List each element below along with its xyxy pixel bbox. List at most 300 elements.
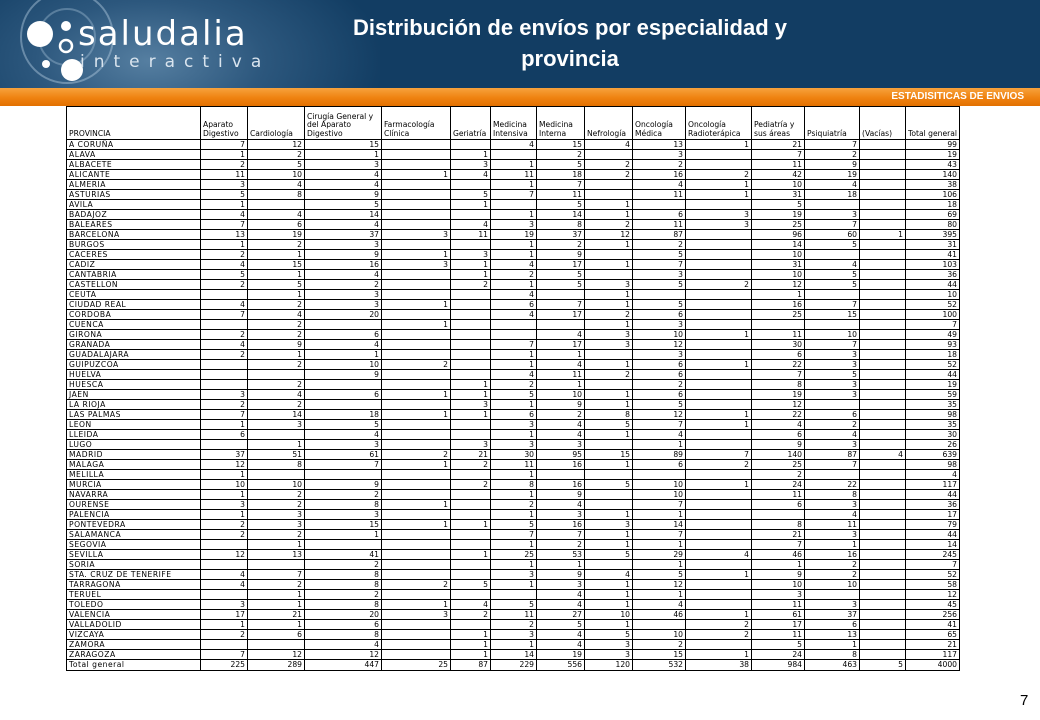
table-row [67, 200, 960, 210]
value-cell: 639 [906, 450, 960, 460]
value-cell: 100 [906, 310, 960, 320]
value-cell: 5 [537, 200, 585, 210]
value-cell: 12 [752, 280, 805, 290]
table-row [67, 150, 960, 160]
value-cell [686, 500, 752, 510]
value-cell: 1 [633, 440, 686, 450]
value-cell [305, 540, 382, 550]
value-cell [860, 180, 906, 190]
value-cell: 4 [686, 550, 752, 560]
value-cell: 4 [201, 210, 248, 220]
value-cell: 2 [537, 540, 585, 550]
value-cell [382, 620, 451, 630]
province-cell: LUGO [67, 440, 201, 450]
province-cell: AVILA [67, 200, 201, 210]
value-cell: 1 [382, 410, 451, 420]
value-cell [451, 330, 491, 340]
province-cell: CANTABRIA [67, 270, 201, 280]
value-cell: 2 [537, 150, 585, 160]
table-row [67, 430, 960, 440]
province-cell: VALLADOLID [67, 620, 201, 630]
value-cell: 3 [805, 390, 860, 400]
value-cell: 5 [633, 280, 686, 290]
value-cell: 2 [686, 620, 752, 630]
value-cell: 1 [491, 180, 537, 190]
value-cell: 2 [248, 530, 305, 540]
value-cell: 2 [633, 160, 686, 170]
value-cell [860, 340, 906, 350]
value-cell: 3 [305, 290, 382, 300]
value-cell: 80 [906, 220, 960, 230]
value-cell [382, 560, 451, 570]
value-cell: 1 [201, 420, 248, 430]
value-cell: 1 [201, 240, 248, 250]
value-cell: 1 [686, 480, 752, 490]
value-cell [686, 540, 752, 550]
value-cell [382, 440, 451, 450]
value-cell: 24 [752, 480, 805, 490]
value-cell: 1 [248, 620, 305, 630]
value-cell: 17 [906, 510, 960, 520]
value-cell [248, 640, 305, 650]
value-cell: 3 [805, 380, 860, 390]
value-cell: 1 [491, 560, 537, 570]
value-cell: 3 [382, 230, 451, 240]
value-cell: 4 [537, 630, 585, 640]
value-cell: 41 [906, 620, 960, 630]
value-cell: 38 [906, 180, 960, 190]
value-cell: 2 [451, 280, 491, 290]
table-row [67, 620, 960, 630]
province-cell: LAS PALMAS [67, 410, 201, 420]
value-cell [382, 290, 451, 300]
value-cell: 4 [201, 300, 248, 310]
total-value-cell: 4000 [906, 660, 960, 671]
value-cell: 5 [633, 300, 686, 310]
value-cell: 16 [633, 170, 686, 180]
total-value-cell: 447 [305, 660, 382, 671]
value-cell: 9 [305, 250, 382, 260]
value-cell: 7 [805, 220, 860, 230]
value-cell: 1 [686, 330, 752, 340]
value-cell: 2 [585, 160, 633, 170]
value-cell: 21 [906, 640, 960, 650]
value-cell: 11 [752, 490, 805, 500]
value-cell: 1 [451, 640, 491, 650]
column-header: Pediatría y sus áreas [752, 107, 805, 140]
value-cell: 9 [537, 490, 585, 500]
value-cell: 9 [305, 370, 382, 380]
value-cell [382, 340, 451, 350]
value-cell: 19 [805, 170, 860, 180]
value-cell: 3 [633, 350, 686, 360]
value-cell: 1 [537, 560, 585, 570]
value-cell: 6 [305, 390, 382, 400]
value-cell [248, 560, 305, 570]
value-cell: 7 [805, 300, 860, 310]
value-cell: 11 [537, 370, 585, 380]
value-cell: 5 [201, 190, 248, 200]
province-cell: VIZCAYA [67, 630, 201, 640]
value-cell [686, 440, 752, 450]
province-cell: GRANADA [67, 340, 201, 350]
value-cell [585, 380, 633, 390]
total-value-cell: 225 [201, 660, 248, 671]
value-cell [686, 370, 752, 380]
value-cell: 93 [906, 340, 960, 350]
table-row [67, 580, 960, 590]
province-cell: HUELVA [67, 370, 201, 380]
value-cell: 26 [906, 440, 960, 450]
value-cell: 17 [752, 620, 805, 630]
table-row [67, 330, 960, 340]
value-cell: 4 [305, 220, 382, 230]
value-cell: 11 [491, 170, 537, 180]
value-cell: 4 [451, 600, 491, 610]
value-cell: 8 [248, 190, 305, 200]
value-cell: 1 [752, 560, 805, 570]
value-cell: 35 [906, 420, 960, 430]
value-cell: 2 [201, 250, 248, 260]
total-value-cell: 556 [537, 660, 585, 671]
value-cell: 1 [305, 530, 382, 540]
value-cell: 18 [305, 410, 382, 420]
value-cell: 2 [248, 380, 305, 390]
value-cell: 3 [305, 440, 382, 450]
value-cell: 2 [491, 270, 537, 280]
value-cell: 12 [633, 580, 686, 590]
value-cell [805, 320, 860, 330]
column-header: Medicina Intensiva [491, 107, 537, 140]
value-cell: 4 [752, 420, 805, 430]
value-cell: 117 [906, 650, 960, 660]
value-cell [686, 350, 752, 360]
province-cell: GIRONA [67, 330, 201, 340]
value-cell [382, 590, 451, 600]
value-cell: 2 [248, 360, 305, 370]
value-cell [860, 490, 906, 500]
value-cell: 1 [585, 200, 633, 210]
province-cell: PONTEVEDRA [67, 520, 201, 530]
value-cell: 4 [537, 430, 585, 440]
value-cell [686, 390, 752, 400]
value-cell: 16 [537, 480, 585, 490]
value-cell [860, 610, 906, 620]
value-cell: 7 [805, 140, 860, 150]
value-cell [686, 490, 752, 500]
value-cell: 4 [537, 590, 585, 600]
value-cell: 4 [491, 140, 537, 150]
value-cell [382, 430, 451, 440]
province-cell: MADRID [67, 450, 201, 460]
value-cell: 2 [686, 280, 752, 290]
value-cell [805, 470, 860, 480]
value-cell [305, 320, 382, 330]
value-cell: 7 [491, 190, 537, 200]
value-cell [585, 490, 633, 500]
value-cell: 5 [201, 270, 248, 280]
value-cell: 4 [585, 140, 633, 150]
value-cell: 7 [491, 340, 537, 350]
value-cell: 4 [305, 180, 382, 190]
value-cell: 2 [248, 500, 305, 510]
value-cell [860, 260, 906, 270]
value-cell: 1 [686, 410, 752, 420]
value-cell: 9 [805, 160, 860, 170]
value-cell: 21 [451, 450, 491, 460]
value-cell: 4 [585, 570, 633, 580]
value-cell: 1 [248, 290, 305, 300]
value-cell: 1 [382, 500, 451, 510]
value-cell: 1 [305, 150, 382, 160]
value-cell [451, 300, 491, 310]
value-cell [686, 160, 752, 170]
value-cell [860, 420, 906, 430]
value-cell [305, 400, 382, 410]
table-row [67, 450, 960, 460]
province-cell: CORDOBA [67, 310, 201, 320]
total-row [67, 660, 960, 671]
value-cell [451, 420, 491, 430]
table-row [67, 140, 960, 150]
value-cell: 4 [633, 180, 686, 190]
value-cell: 17 [537, 260, 585, 270]
value-cell: 1 [686, 190, 752, 200]
value-cell: 4 [305, 430, 382, 440]
value-cell: 3 [248, 520, 305, 530]
value-cell [382, 650, 451, 660]
table-row [67, 290, 960, 300]
value-cell: 3 [201, 180, 248, 190]
value-cell: 7 [305, 460, 382, 470]
value-cell [860, 640, 906, 650]
value-cell: 2 [248, 320, 305, 330]
value-cell: 11 [752, 630, 805, 640]
value-cell [201, 590, 248, 600]
value-cell [860, 220, 906, 230]
province-cell: SALAMANCA [67, 530, 201, 540]
value-cell: 89 [633, 450, 686, 460]
province-cell: TOLEDO [67, 600, 201, 610]
table-row [67, 250, 960, 260]
value-cell: 10 [633, 490, 686, 500]
value-cell: 3 [491, 220, 537, 230]
value-cell: 3 [305, 160, 382, 170]
value-cell: 2 [382, 360, 451, 370]
value-cell [451, 210, 491, 220]
value-cell: 31 [752, 190, 805, 200]
table-row [67, 370, 960, 380]
province-cell: STA. CRUZ DE TENERIFE [67, 570, 201, 580]
value-cell [537, 290, 585, 300]
value-cell: 1 [860, 230, 906, 240]
value-cell [633, 290, 686, 300]
value-cell [860, 630, 906, 640]
value-cell [860, 560, 906, 570]
value-cell: 5 [451, 190, 491, 200]
value-cell: 1 [248, 540, 305, 550]
province-cell: LEON [67, 420, 201, 430]
value-cell: 22 [752, 410, 805, 420]
value-cell: 1 [805, 640, 860, 650]
value-cell: 7 [537, 180, 585, 190]
value-cell [382, 180, 451, 190]
table-row [67, 410, 960, 420]
value-cell [382, 530, 451, 540]
value-cell: 3 [585, 650, 633, 660]
value-cell [491, 590, 537, 600]
value-cell: 15 [305, 140, 382, 150]
logo [14, 8, 271, 84]
value-cell [860, 440, 906, 450]
value-cell: 7 [633, 420, 686, 430]
value-cell [585, 350, 633, 360]
value-cell: 17 [201, 610, 248, 620]
value-cell: 7 [201, 310, 248, 320]
value-cell: 7 [633, 530, 686, 540]
value-cell: 3 [686, 210, 752, 220]
value-cell: 69 [906, 210, 960, 220]
value-cell: 8 [537, 220, 585, 230]
value-cell [382, 480, 451, 490]
value-cell [686, 310, 752, 320]
value-cell: 2 [491, 380, 537, 390]
table-row [67, 540, 960, 550]
province-cell: ALAVA [67, 150, 201, 160]
table-row [67, 400, 960, 410]
value-cell [860, 430, 906, 440]
value-cell: 1 [585, 390, 633, 400]
value-cell [860, 210, 906, 220]
value-cell: 98 [906, 410, 960, 420]
value-cell: 4 [537, 420, 585, 430]
value-cell [860, 510, 906, 520]
province-cell: CACERES [67, 250, 201, 260]
value-cell: 5 [451, 580, 491, 590]
value-cell: 79 [906, 520, 960, 530]
value-cell [382, 310, 451, 320]
value-cell: 3 [805, 440, 860, 450]
province-cell: ZARAGOZA [67, 650, 201, 660]
value-cell: 5 [805, 270, 860, 280]
value-cell: 27 [537, 610, 585, 620]
value-cell: 3 [451, 440, 491, 450]
value-cell: 21 [752, 530, 805, 540]
value-cell: 11 [491, 460, 537, 470]
value-cell: 3 [305, 240, 382, 250]
value-cell [305, 380, 382, 390]
value-cell: 25 [752, 460, 805, 470]
value-cell: 5 [537, 620, 585, 630]
value-cell: 59 [906, 390, 960, 400]
logo-name: saludalia [78, 14, 248, 54]
value-cell [686, 590, 752, 600]
value-cell: 15 [585, 450, 633, 460]
value-cell [451, 540, 491, 550]
value-cell: 2 [305, 590, 382, 600]
value-cell: 1 [201, 620, 248, 630]
value-cell: 3 [491, 420, 537, 430]
value-cell: 51 [248, 450, 305, 460]
value-cell: 6 [633, 390, 686, 400]
pivot-table-container [66, 106, 959, 716]
value-cell [451, 500, 491, 510]
total-value-cell: 532 [633, 660, 686, 671]
table-row [67, 220, 960, 230]
value-cell [382, 400, 451, 410]
value-cell: 7 [805, 460, 860, 470]
value-cell: 3 [248, 510, 305, 520]
value-cell: 1 [491, 350, 537, 360]
value-cell: 4 [305, 340, 382, 350]
value-cell: 5 [752, 200, 805, 210]
value-cell: 2 [752, 470, 805, 480]
value-cell: 12 [633, 340, 686, 350]
value-cell: 31 [906, 240, 960, 250]
value-cell: 7 [491, 530, 537, 540]
value-cell: 2 [201, 530, 248, 540]
value-cell: 25 [491, 550, 537, 560]
value-cell: 11 [752, 600, 805, 610]
table-row [67, 500, 960, 510]
value-cell: 2 [805, 570, 860, 580]
value-cell: 5 [805, 240, 860, 250]
value-cell: 10 [633, 630, 686, 640]
value-cell: 12 [201, 460, 248, 470]
value-cell [860, 460, 906, 470]
value-cell: 2 [585, 310, 633, 320]
value-cell: 46 [752, 550, 805, 560]
value-cell: 7 [686, 450, 752, 460]
value-cell: 6 [305, 330, 382, 340]
value-cell [860, 380, 906, 390]
value-cell: 2 [633, 240, 686, 250]
value-cell: 4 [248, 210, 305, 220]
value-cell [860, 160, 906, 170]
value-cell: 1 [201, 200, 248, 210]
value-cell [860, 290, 906, 300]
value-cell: 19 [537, 650, 585, 660]
value-cell: 2 [248, 400, 305, 410]
value-cell: 10 [201, 480, 248, 490]
value-cell: 13 [805, 630, 860, 640]
value-cell: 7 [752, 370, 805, 380]
value-cell [382, 200, 451, 210]
value-cell: 31 [752, 260, 805, 270]
value-cell: 6 [752, 430, 805, 440]
value-cell: 9 [537, 250, 585, 260]
value-cell: 10 [752, 270, 805, 280]
value-cell: 4 [805, 510, 860, 520]
value-cell [585, 250, 633, 260]
value-cell: 3 [805, 360, 860, 370]
province-cell: NAVARRA [67, 490, 201, 500]
value-cell [585, 440, 633, 450]
value-cell: 6 [633, 210, 686, 220]
value-cell [686, 530, 752, 540]
value-cell [860, 400, 906, 410]
value-cell: 7 [537, 530, 585, 540]
value-cell: 2 [305, 280, 382, 290]
value-cell: 13 [633, 140, 686, 150]
total-value-cell: 38 [686, 660, 752, 671]
province-cell: SORIA [67, 560, 201, 570]
value-cell: 6 [491, 300, 537, 310]
value-cell: 17 [537, 310, 585, 320]
value-cell [201, 640, 248, 650]
province-cell: TARRAGONA [67, 580, 201, 590]
value-cell: 5 [805, 370, 860, 380]
